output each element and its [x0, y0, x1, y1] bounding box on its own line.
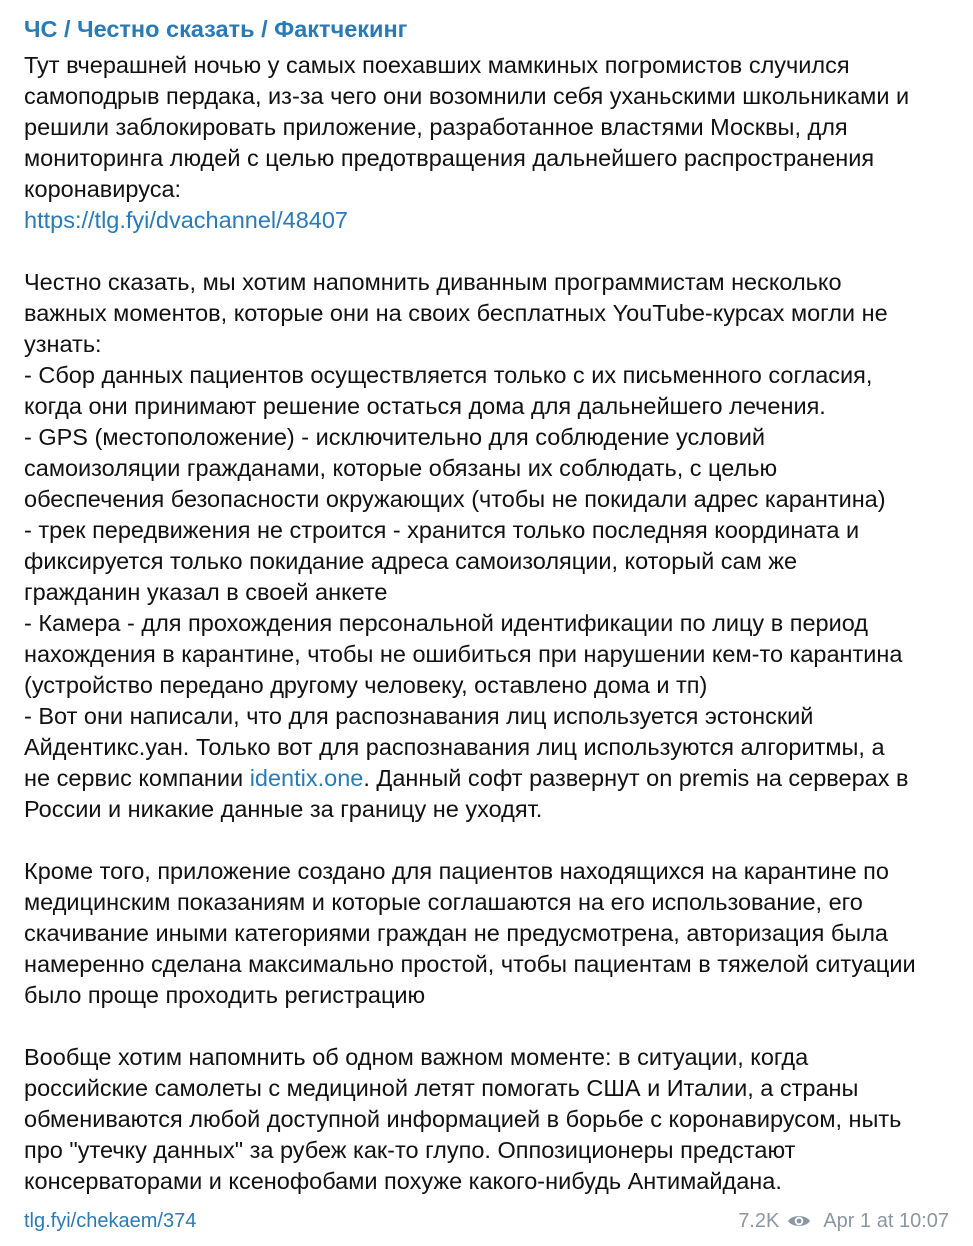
post-timestamp: Apr 1 at 10:07	[823, 1209, 949, 1232]
text-line: скачивание иными категориями граждан не предусмотрена, авторизация была	[24, 920, 888, 946]
bullet-camera: - Камера - для прохождения персональной идентификации по лицу в период	[24, 610, 868, 636]
post-meta	[738, 1210, 949, 1233]
text-line: самоподрыв пердака, из-за чего они возомнили себя уханьскими школьниками и	[24, 83, 910, 109]
text-line: узнать:	[24, 331, 102, 357]
paragraph-intro	[24, 50, 959, 236]
bullet-gps: - GPS (местоположение) - исключительно для соблюдение условий	[24, 424, 766, 450]
eye-icon	[787, 1213, 811, 1229]
view-count: 7.2K	[738, 1209, 780, 1232]
text-line: Тут вчерашней ночью у самых поехавших мамкиных погромистов случился	[24, 52, 850, 78]
text-line: консерваторами и ксенофобами похуже какого-нибудь Антимайдана.	[24, 1168, 782, 1194]
text-line: обеспечения безопасности окружающих (чтобы не покидали адрес карантина)	[24, 486, 886, 512]
text-line: гражданин указал в своей анкете	[24, 579, 388, 605]
channel-title[interactable]: ЧС / Честно сказать / Фактчекинг	[24, 16, 408, 42]
text-line: фиксируется только покидание адреса самоизоляции, который сам же	[24, 548, 798, 574]
paragraph-gap	[24, 1011, 959, 1042]
paragraph-gap	[24, 236, 959, 267]
text-line: про "утечку данных" за рубеж как-то глупо. Оппозиционеры предстают	[24, 1137, 796, 1163]
dvachannel-link[interactable]: https://tlg.fyi/dvachannel/48407	[24, 207, 348, 233]
text-line: медицинским показаниям и которые соглашаются на его использование, его	[24, 889, 863, 915]
text-line: мониторинга людей с целью предотвращения дальнейшего распространения	[24, 145, 875, 171]
text-line: самоизоляции гражданами, которые обязаны их соблюдать, с целью	[24, 455, 778, 481]
post-body	[24, 50, 959, 1197]
post-container	[24, 12, 959, 1197]
source-link[interactable]: tlg.fyi/chekaem/374	[24, 1209, 197, 1232]
text-line: (устройство передано другому человеку, оставлено дома и тп)	[24, 672, 708, 698]
identix-link[interactable]: identix.one	[249, 765, 364, 791]
text-line: Айдентикс.уан. Только вот для распознавания лиц используются алгоритмы, а	[24, 734, 885, 760]
bullet-face-recognition: - Вот они написали, что для распознавания лиц используется эстонский	[24, 703, 814, 729]
text-line: Кроме того, приложение создано для пациентов находящихся на карантине по	[24, 858, 889, 884]
text-line: коронавируса:	[24, 176, 182, 202]
text-line: когда они принимают решение остаться дома для дальнейшего лечения.	[24, 393, 826, 419]
text-line: Честно сказать, мы хотим напомнить диванным программистам несколько	[24, 269, 842, 295]
text-line: нахождения в карантине, чтобы не ошибиться при нарушении кем-то карантина	[24, 641, 903, 667]
text-line: . Данный софт развернут on premis на серверах в	[363, 765, 909, 791]
text-line: было проще проходить регистрацию	[24, 982, 426, 1008]
bullet-track: - трек передвижения не строится - хранится только последняя координата и	[24, 517, 860, 543]
paragraph-gap	[24, 825, 959, 856]
paragraph-app-purpose	[24, 856, 959, 1011]
paragraph-reminder	[24, 267, 959, 825]
paragraph-conclusion	[24, 1042, 959, 1197]
text-line: Вообще хотим напомнить об одном важном моменте: в ситуации, когда	[24, 1044, 809, 1070]
post-footer	[24, 1206, 949, 1236]
text-line: намеренно сделана максимально простой, чтобы пациентам в тяжелой ситуации	[24, 951, 916, 977]
text-line: не сервис компании	[24, 765, 250, 791]
text-line: России и никакие данные за границу не уходят.	[24, 796, 543, 822]
text-line: важных моментов, которые они на своих бесплатных YouTube-курсах могли не	[24, 300, 888, 326]
bullet-data-collection: - Сбор данных пациентов осуществляется только с их письменного согласия,	[24, 362, 873, 388]
text-line: российские самолеты с медициной летят помогать США и Италии, а страны	[24, 1075, 859, 1101]
text-line: обмениваются любой доступной информацией в борьбе с коронавирусом, ныть	[24, 1106, 902, 1132]
text-line: решили заблокировать приложение, разработанное властями Москвы, для	[24, 114, 848, 140]
